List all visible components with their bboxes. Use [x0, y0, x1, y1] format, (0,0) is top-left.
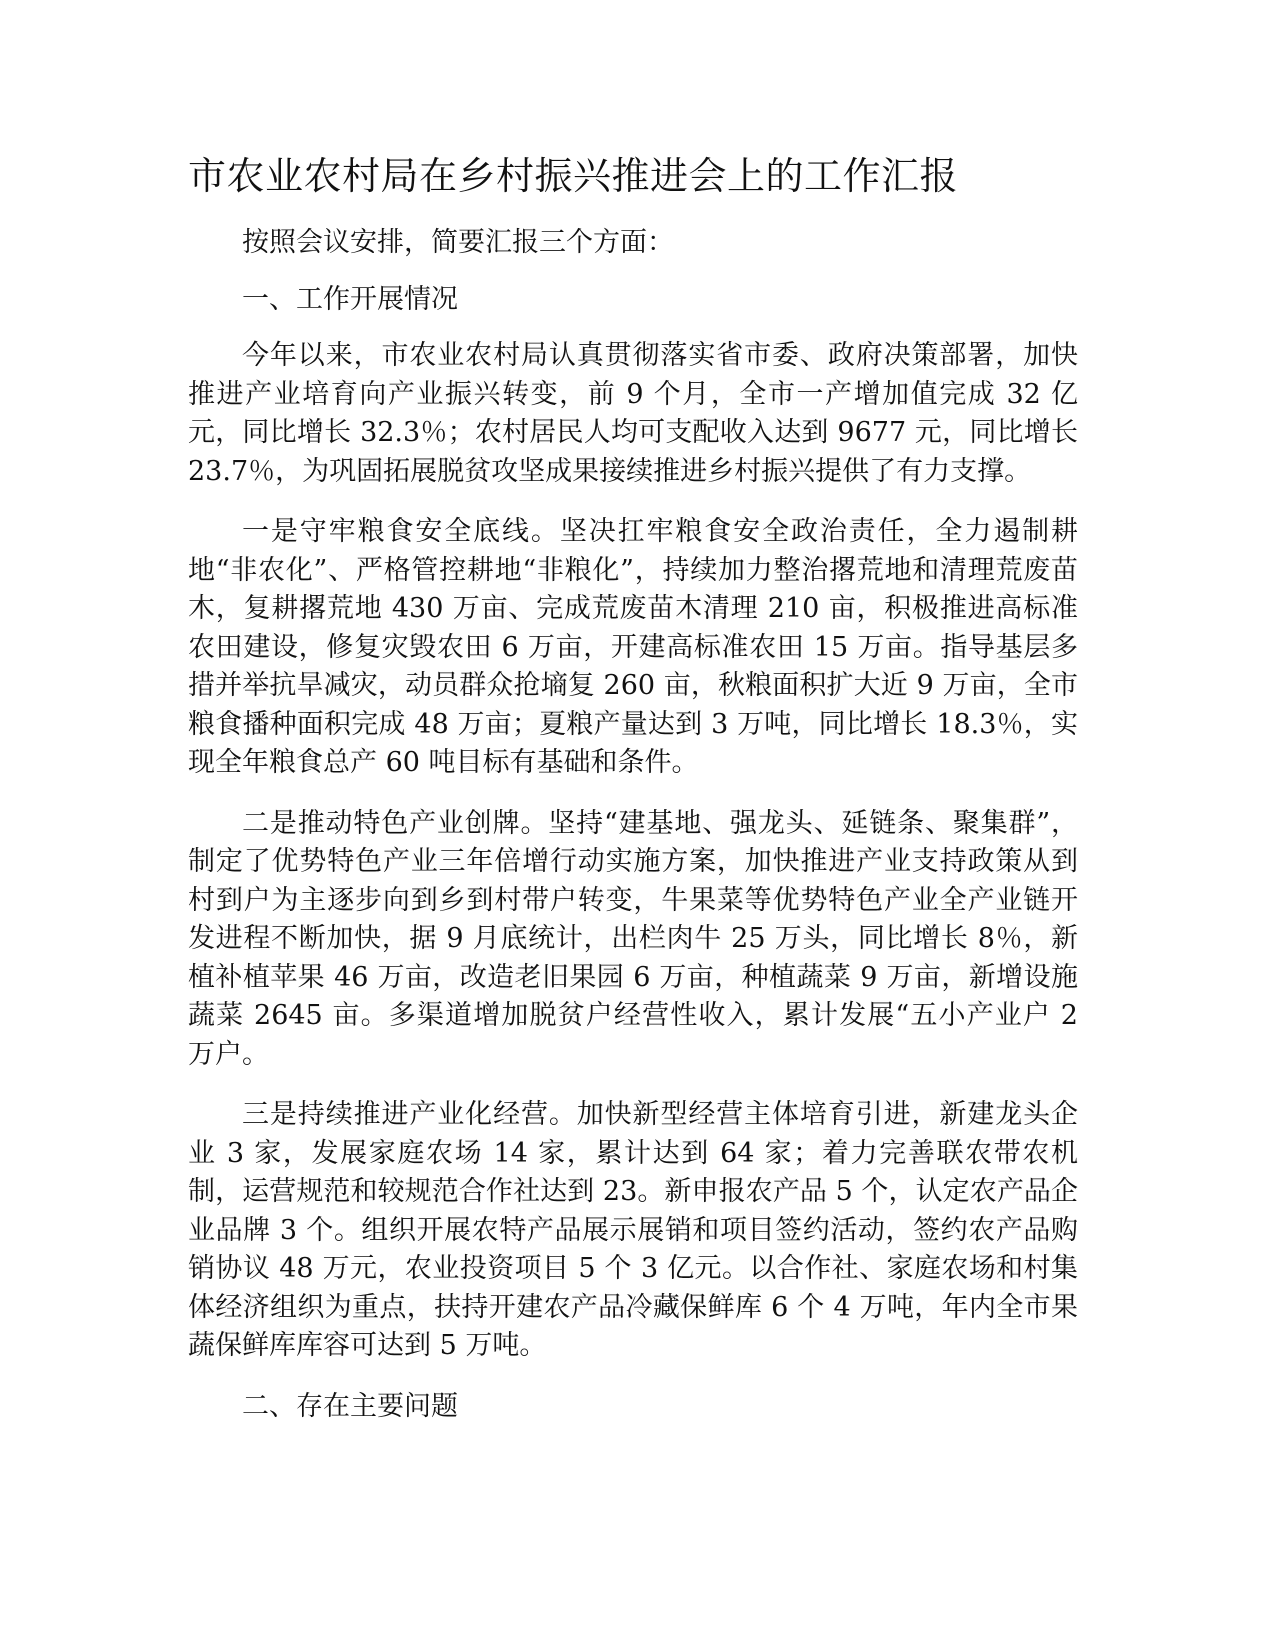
point-2-paragraph: 二是推动特色产业创牌。坚持“建基地、强龙头、延链条、聚集群”，制定了优势特色产业三年倍增行动实施方案，加快推进产业支持政策从到村到户为主逐步向到乡到村带户转变，牛果菜等优势特色产业全产业链开发进程不断加快，据 9 月底统计，出栏肉牛 25 万头，同比增长 8％，新植补植苹果 46 万亩，改造老旧果园 6 万亩，种植蔬菜 9 万亩，新增设施蔬菜 2645 亩。多渠道增加脱贫户经营性收入，累计发展“五小产业户 2 万户。: [188, 807, 1078, 1070]
document-body: [188, 150, 1078, 1444]
section-heading-1: 一、工作开展情况: [242, 283, 458, 315]
overview-paragraph: 今年以来，市农业农村局认真贯彻落实省市委、政府决策部署，加快推进产业培育向产业振兴转变，前 9 个月，全市一产增加值完成 32 亿元，同比增长 32.3％；农村居民人均可支配收入达到 9677 元，同比增长 23.7％，为巩固拓展脱贫攻坚成果接续推进乡村振兴提供了有力支撑。: [188, 340, 1078, 487]
intro-paragraph: 按照会议安排，简要汇报三个方面：: [242, 227, 674, 258]
point-3-paragraph: 三是持续推进产业化经营。加快新型经营主体培育引进，新建龙头企业 3 家，发展家庭农场 14 家，累计达到 64 家；着力完善联农带农机制，运营规范和较规范合作社达到 23。新申报农产品 5 个，认定农产品企业品牌 3 个。组织开展农特产品展示展销和项目签约活动，签约农产品购销协议 48 万元，农业投资项目 5 个 3 亿元。以合作社、家庭农场和村集体经济组织为重点，扶持开建农产品冷藏保鲜库 6 个 4 万吨，年内全市果蔬保鲜库库容可达到 5 万吨。: [188, 1099, 1078, 1361]
section-heading-2: 二、存在主要问题: [242, 1390, 458, 1422]
document-title: 市农业农村局在乡村振兴推进会上的工作汇报: [188, 154, 959, 198]
point-1-paragraph: 一是守牢粮食安全底线。坚决扛牢粮食安全政治责任，全力遏制耕地“非农化”、严格管控耕地“非粮化”，持续加力整治撂荒地和清理荒废苗木，复耕撂荒地 430 万亩、完成荒废苗木清理 210 亩，积极推进高标准农田建设，修复灾毁农田 6 万亩，开建高标准农田 15 万亩。指导基层多措并举抗旱减灾，动员群众抢墒复 260 亩，秋粮面积扩大近 9 万亩，全市粮食播种面积完成 48 万亩；夏粮产量达到 3 万吨，同比增长 18.3％，实现全年粮食总产 60 吨目标有基础和条件。: [188, 516, 1078, 778]
